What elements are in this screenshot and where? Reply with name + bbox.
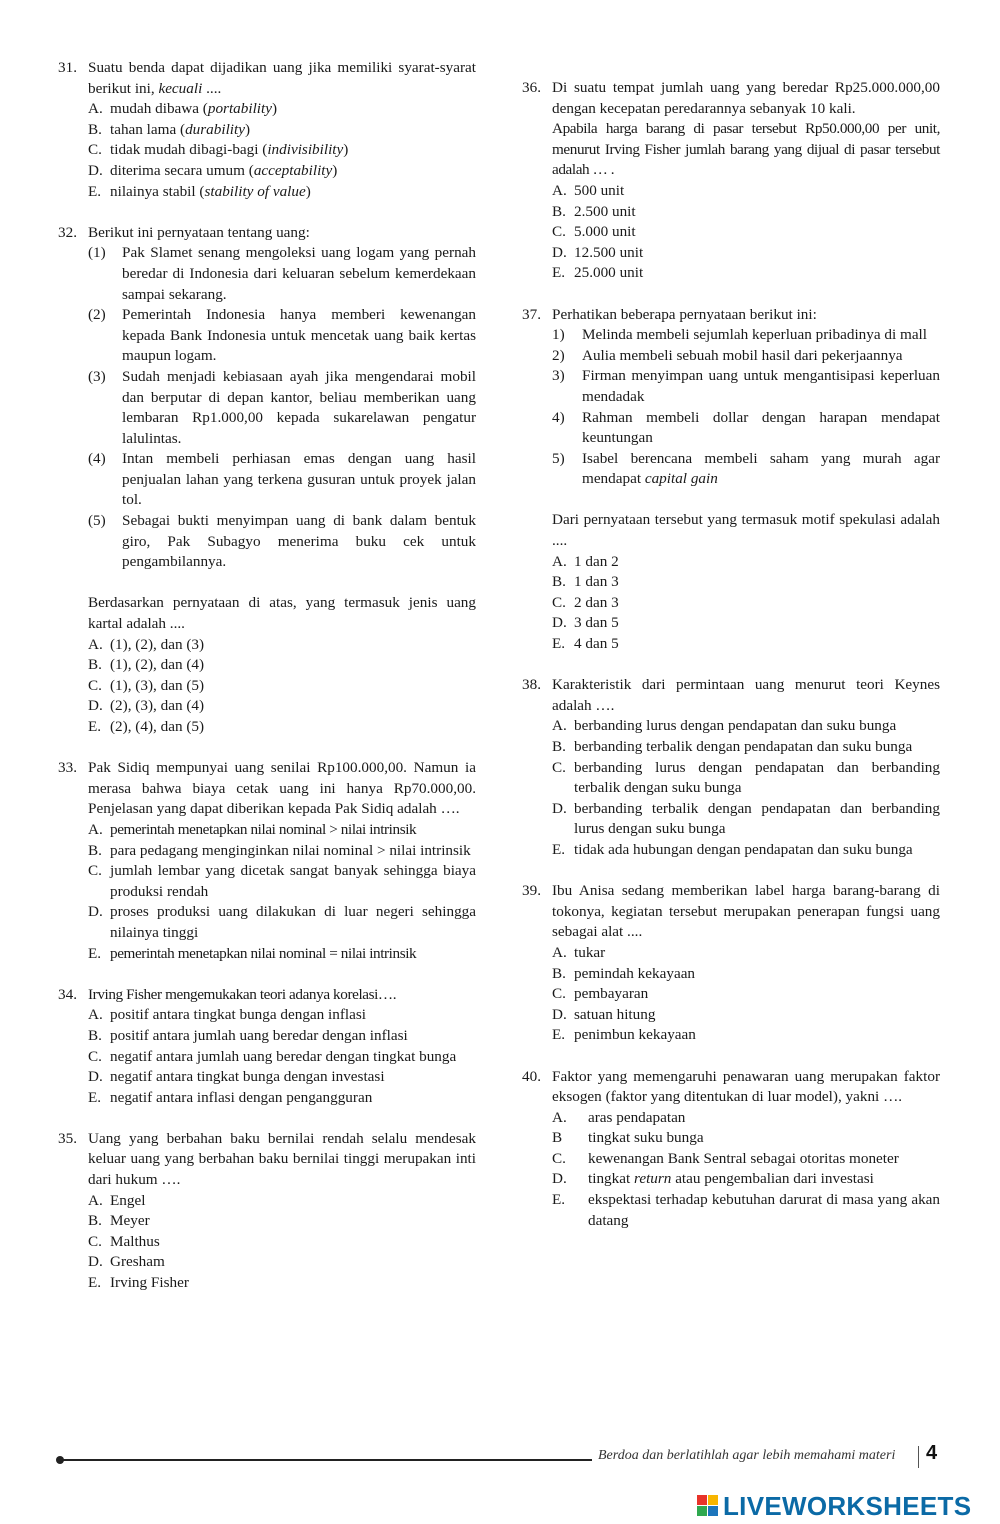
option-d[interactable]: D. diterima secara umum (acceptability): [88, 161, 338, 179]
option-a[interactable]: A. pemerintah menetapkan nilai nominal > nilai intrinsik: [88, 820, 417, 838]
question-37: [522, 305, 940, 655]
question-text: Di suatu tempat jumlah uang yang beredar Rp25.000.000,00 dengan kecepatan peredarannya sebanyak 10 kali.: [552, 79, 940, 117]
option-d[interactable]: D. proses produksi uang dilakukan di luar negeri sehingga nilainya tinggi: [88, 903, 476, 941]
question-text: Irving Fisher mengemukakan teori adanya korelasi….: [88, 985, 397, 1003]
question-text: Pak Sidiq mempunyai uang senilai Rp100.000,00. Namun ia merasa bahwa biaya cetak uang ini hanya Rp70.000,00. Penjelasan yang dapat diberikan kepada Pak Sidiq adalah ….: [88, 759, 476, 818]
option-d[interactable]: D. berbanding terbalik dengan pendapatan dan berbanding lurus dengan suku bunga: [552, 799, 940, 838]
question-number: 35.: [58, 1129, 77, 1147]
liveworksheets-logo-icon: [697, 1495, 719, 1517]
option-b[interactable]: B. pemindah kekayaan: [552, 964, 696, 982]
option-c[interactable]: C. 2 dan 3: [552, 593, 619, 611]
question-number: 31.: [58, 59, 77, 76]
question-40: [522, 1067, 940, 1232]
question-34: [58, 985, 476, 1109]
question-number: 33.: [58, 759, 77, 777]
option-a[interactable]: A. mudah dibawa (portability): [88, 100, 278, 118]
left-column: [58, 58, 476, 1314]
question-35: [58, 1129, 476, 1294]
option-b[interactable]: B. 1 dan 3: [552, 573, 619, 591]
statement: 5) Isabel berencana membeli saham yang murah agar mendapat capital gain: [552, 449, 940, 488]
question-number: 38.: [522, 676, 541, 694]
statement: (1) Pak Slamet senang mengoleksi uang logam yang pernah beredar di Indonesia dari keluaran sebelum kemerdekaan sampai sekarang.: [88, 244, 476, 303]
option-d[interactable]: D. satuan hitung: [552, 1005, 656, 1023]
option-b[interactable]: B. (1), (2), dan (4): [88, 656, 205, 674]
statement: 2) Aulia membeli sebuah mobil hasil dari pekerjaannya: [552, 346, 903, 364]
option-b[interactable]: B. positif antara jumlah uang beredar dengan inflasi: [88, 1026, 408, 1044]
page-number: 4: [926, 1442, 938, 1464]
option-a[interactable]: A. 1 dan 2: [552, 552, 619, 570]
option-d[interactable]: D. (2), (3), dan (4): [88, 697, 205, 715]
option-a[interactable]: A. 500 unit: [552, 181, 625, 199]
question-text: Ibu Anisa sedang memberikan label harga barang-barang di tokonya, kegiatan tersebut merupakan penerapan fungsi uang sebagai alat ....: [552, 882, 940, 941]
option-a[interactable]: A. tukar: [552, 943, 606, 961]
option-c[interactable]: C. Malthus: [88, 1232, 160, 1250]
question-text: Faktor yang memengaruhi penawaran uang merupakan faktor eksogen (faktor yang ditentukan di luar model), yakni ….: [552, 1067, 940, 1106]
option-c[interactable]: C. 5.000 unit: [552, 223, 636, 241]
option-a[interactable]: A. Engel: [88, 1191, 146, 1209]
option-c[interactable]: C. negatif antara jumlah uang beredar dengan tingkat bunga: [88, 1047, 457, 1065]
question-number: 40.: [522, 1067, 541, 1085]
question-number: 39.: [522, 882, 541, 900]
option-d[interactable]: D. tingkat return atau pengembalian dari investasi: [552, 1170, 874, 1188]
question-38: [522, 675, 940, 860]
option-e[interactable]: E. ekspektasi terhadap kebutuhan darurat di masa yang akan datang: [552, 1191, 940, 1229]
option-e[interactable]: E. negatif antara inflasi dengan pengangguran: [88, 1088, 373, 1106]
option-b[interactable]: B. 2.500 unit: [552, 202, 636, 220]
option-e[interactable]: E. pemerintah menetapkan nilai nominal = nilai intrinsik: [88, 944, 417, 962]
option-a[interactable]: A. aras pendapatan: [552, 1108, 686, 1126]
option-e[interactable]: E. Irving Fisher: [88, 1274, 189, 1292]
option-d[interactable]: D. 12.500 unit: [552, 243, 644, 261]
option-c[interactable]: C. kewenangan Bank Sentral sebagai otoritas moneter: [552, 1149, 899, 1167]
question-prompt: Apabila harga barang di pasar tersebut Rp50.000,00 per unit, menurut Irving Fisher jumlah barang yang dijual di pasar tersebut adalah … .: [552, 120, 940, 179]
statement: (5) Sebagai bukti menyimpan uang di bank dalam bentuk giro, Pak Subagyo menerima buku cek untuk pengambilannya.: [88, 512, 476, 571]
brand-name: LIVEWORKSHEETS: [723, 1490, 972, 1521]
statement: 1) Melinda membeli sejumlah keperluan pribadinya di mall: [552, 326, 927, 344]
option-c[interactable]: C. jumlah lembar yang dicetak sangat banyak sehingga biaya produksi rendah: [88, 862, 476, 900]
question-prompt: Berdasarkan pernyataan di atas, yang termasuk jenis uang kartal adalah ....: [88, 594, 476, 633]
option-b[interactable]: B. Meyer: [88, 1212, 150, 1230]
statement: 4) Rahman membeli dollar dengan harapan mendapat keuntungan: [552, 408, 940, 447]
question-number: 34.: [58, 985, 77, 1003]
option-d[interactable]: D. 3 dan 5: [552, 614, 619, 632]
question-prompt: Dari pernyataan tersebut yang termasuk motif spekulasi adalah ....: [552, 511, 940, 550]
option-c[interactable]: C. tidak mudah dibagi-bagi (indivisibility): [88, 141, 349, 159]
option-a[interactable]: A. positif antara tingkat bunga dengan inflasi: [88, 1006, 367, 1024]
option-b[interactable]: B tingkat suku bunga: [552, 1129, 704, 1147]
statement: 3) Firman menyimpan uang untuk mengantisipasi keperluan mendadak: [552, 367, 940, 405]
question-33: [58, 758, 476, 964]
question-number: 37.: [522, 305, 541, 323]
option-c[interactable]: C. pembayaran: [552, 985, 649, 1003]
option-e[interactable]: E. nilainya stabil (stability of value): [88, 182, 311, 200]
question-text: Perhatikan beberapa pernyataan berikut ini:: [552, 305, 817, 323]
option-b[interactable]: B. berbanding terbalik dengan pendapatan dan suku bunga: [552, 738, 913, 755]
option-a[interactable]: A. (1), (2), dan (3): [88, 635, 205, 653]
question-text: Suatu benda dapat dijadikan uang jika memiliki syarat-syarat berikut ini, kecuali ....: [88, 59, 476, 97]
option-b[interactable]: B. tahan lama (durability): [88, 120, 251, 138]
question-text: Berikut ini pernyataan tentang uang:: [88, 223, 310, 241]
question-text: Karakteristik dari permintaan uang menurut teori Keynes adalah ….: [552, 676, 940, 714]
right-column: [522, 78, 940, 1252]
option-d[interactable]: D. negatif antara tingkat bunga dengan investasi: [88, 1068, 385, 1086]
question-39: [522, 881, 940, 1046]
liveworksheets-brand[interactable]: [697, 1491, 971, 1521]
question-number: 36.: [522, 79, 541, 96]
option-e[interactable]: E. 4 dan 5: [552, 635, 619, 653]
question-31: [58, 58, 476, 202]
question-number: 32.: [58, 223, 77, 241]
footer-separator: [918, 1446, 919, 1468]
footer-rule: [60, 1459, 592, 1461]
option-e[interactable]: E. (2), (4), dan (5): [88, 718, 205, 735]
statement: (2) Pemerintah Indonesia hanya memberi kewenangan kepada Bank Indonesia untuk mencetak uang baik kertas maupun logam.: [88, 306, 476, 365]
option-c[interactable]: C. berbanding lurus dengan pendapatan dan berbanding terbalik dengan suku bunga: [552, 758, 940, 797]
option-e[interactable]: E. penimbun kekayaan: [552, 1026, 696, 1044]
option-a[interactable]: A. berbanding lurus dengan pendapatan dan suku bunga: [552, 717, 897, 735]
option-d[interactable]: D. Gresham: [88, 1253, 165, 1271]
option-c[interactable]: C. (1), (3), dan (5): [88, 676, 205, 694]
option-b[interactable]: B. para pedagang menginginkan nilai nominal > nilai intrinsik: [88, 841, 471, 859]
statement: (3) Sudah menjadi kebiasaan ayah jika mengendarai mobil dan berputar di depan kantor, beliau memberikan uang lembaran Rp1.000,00 kepada sukarelawan pengatur lalulintas.: [88, 367, 476, 447]
footer-motto: Berdoa dan berlatihlah agar lebih memahami materi: [598, 1448, 896, 1463]
option-e[interactable]: E. 25.000 unit: [552, 264, 644, 282]
statement: (4) Intan membeli perhiasan emas dengan uang hasil penjualan lahan yang terkena gusuran untuk proyek jalan tol.: [88, 450, 476, 509]
option-e[interactable]: E. tidak ada hubungan dengan pendapatan dan suku bunga: [552, 840, 913, 858]
question-36: [522, 78, 940, 284]
question-text: Uang yang berbahan baku bernilai rendah selalu mendesak keluar uang yang berbahan baku bernilai tinggi merupakan inti dari hukum ….: [88, 1129, 476, 1189]
question-32: [58, 223, 476, 738]
